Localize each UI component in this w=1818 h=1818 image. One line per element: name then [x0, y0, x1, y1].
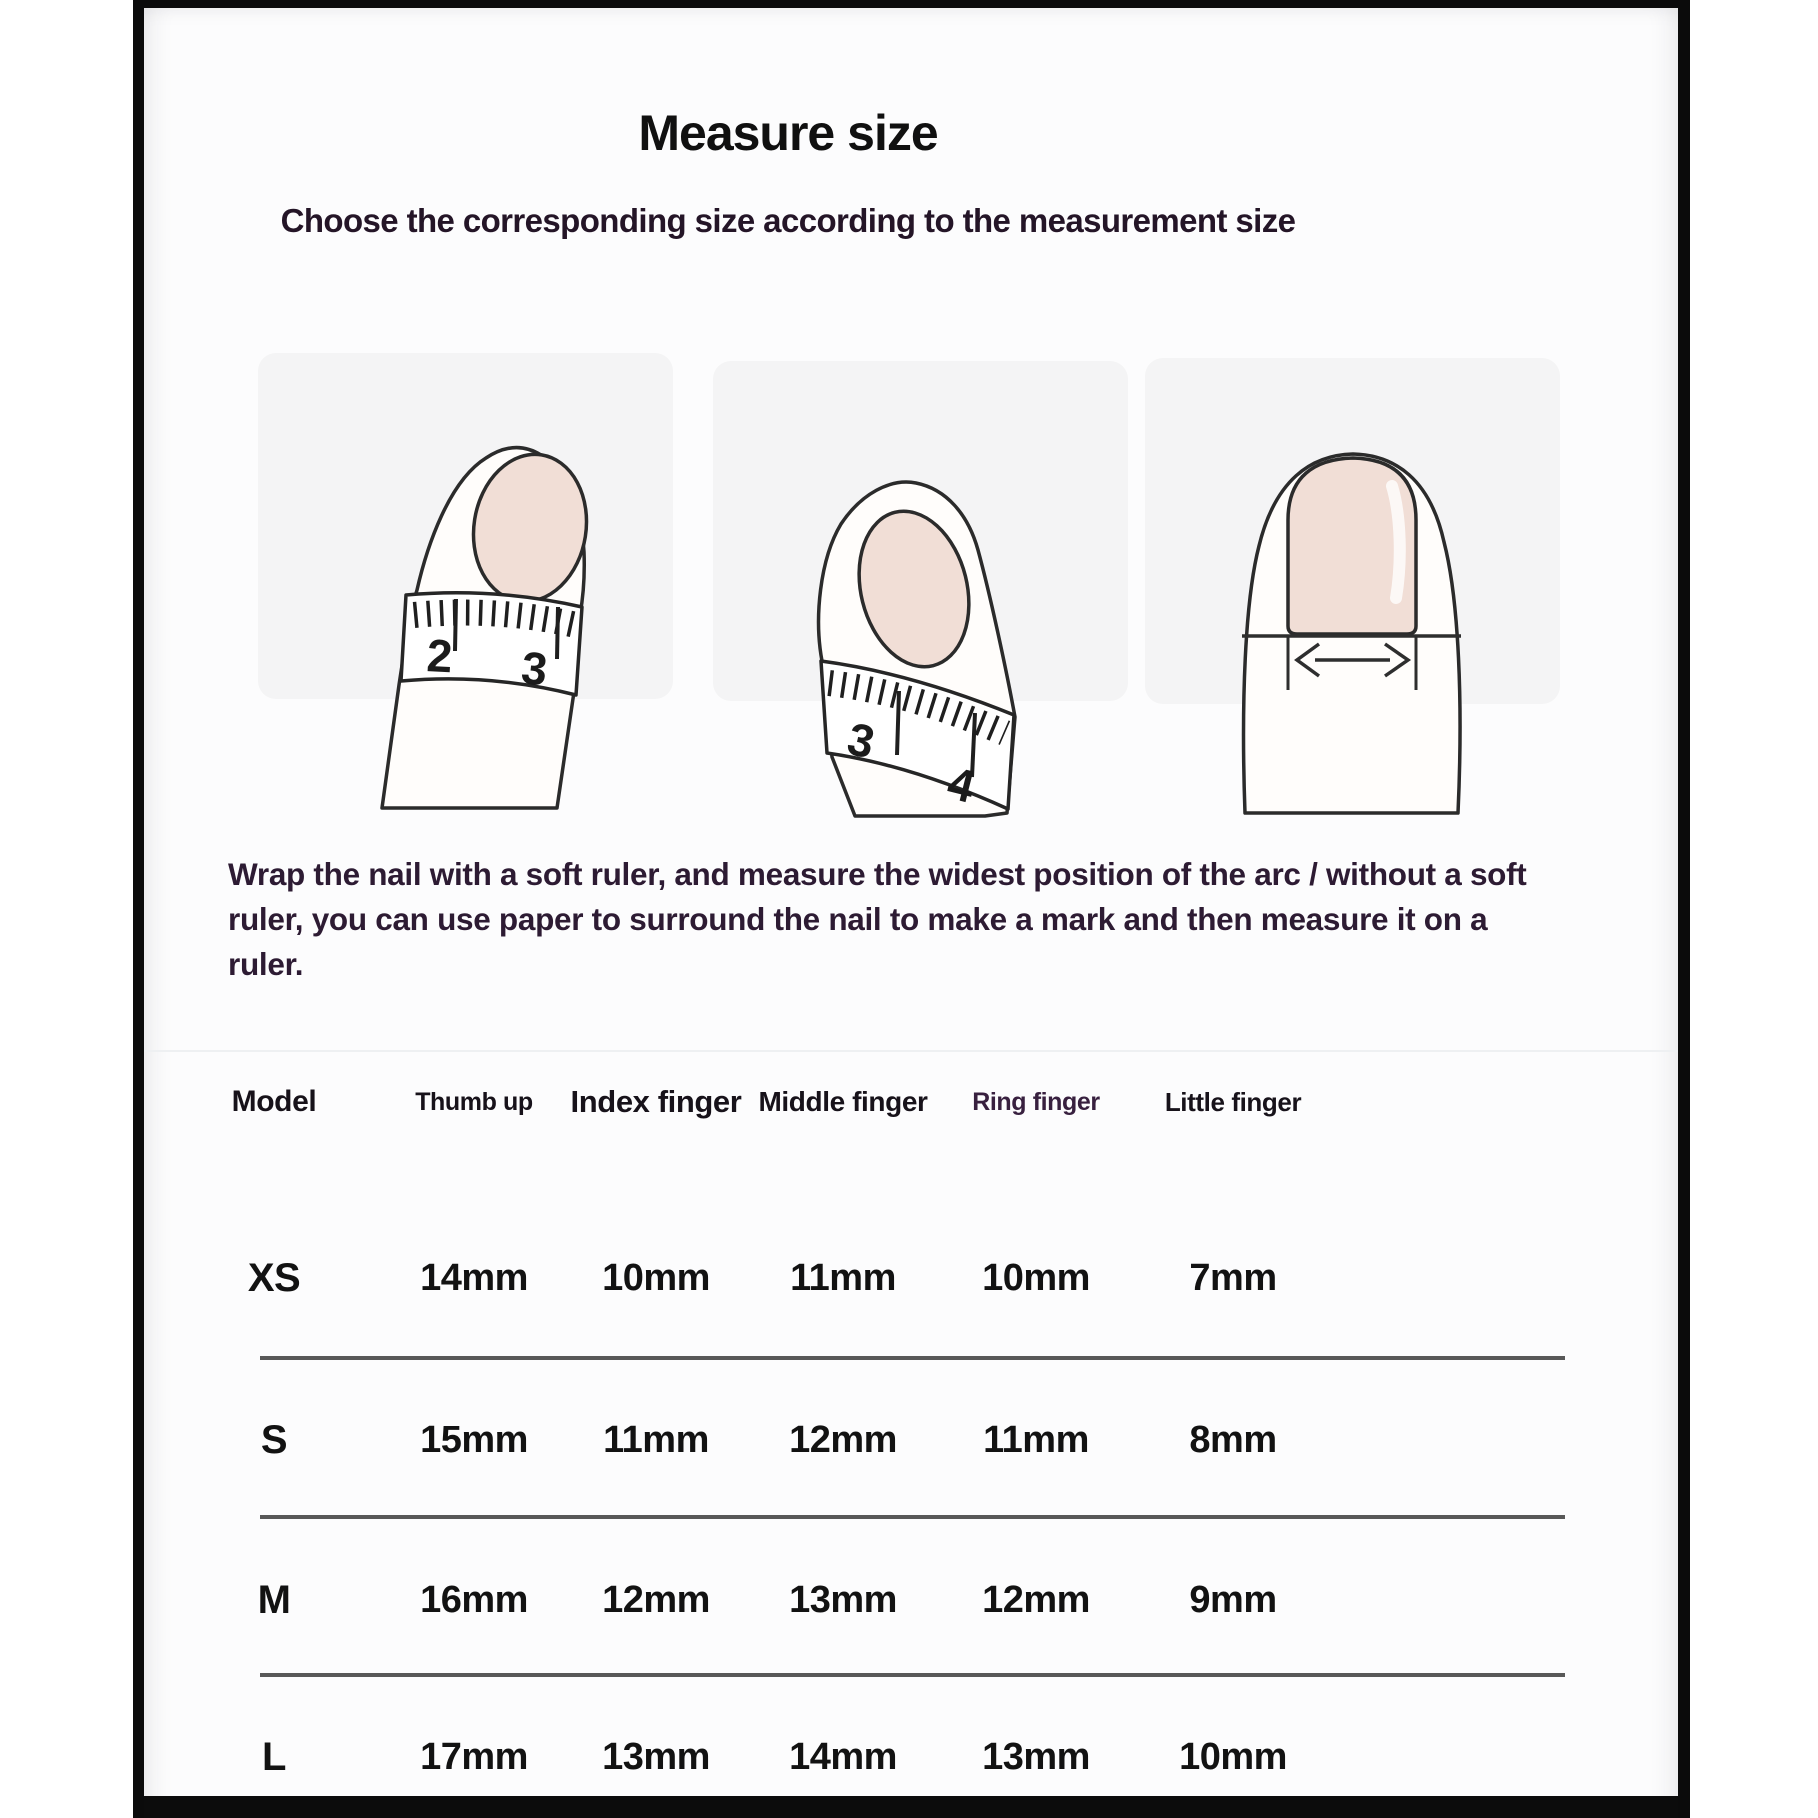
row-divider [260, 1356, 1565, 1360]
table-row-m [164, 1556, 1348, 1644]
model-label: XS [247, 1255, 301, 1300]
page-title: Measure size [638, 105, 938, 161]
guide-content [144, 8, 1678, 1818]
header-block [144, 104, 1432, 240]
column-header-model: Model [231, 1085, 317, 1118]
illustration-ruler-wrap-1 [258, 353, 673, 808]
illustration-width-arrow [1145, 358, 1560, 813]
ring-size: 10mm [982, 1256, 1090, 1299]
ruler-long-tick [897, 691, 899, 755]
table-row-l [164, 1713, 1348, 1801]
bottom-black-bar [144, 1796, 1678, 1818]
thumb-size: 15mm [420, 1418, 528, 1461]
ruler-number: 3 [518, 641, 550, 696]
index-size: 10mm [602, 1256, 710, 1299]
middle-size: 12mm [789, 1418, 897, 1461]
column-header-ring: Ring finger [972, 1087, 1100, 1116]
middle-size: 11mm [790, 1256, 896, 1299]
middle-size: 13mm [789, 1578, 897, 1621]
ruler-number: 3 [842, 712, 880, 769]
index-size: 11mm [603, 1418, 709, 1461]
middle-size: 14mm [789, 1735, 897, 1778]
thumb-size: 17mm [420, 1735, 528, 1778]
index-size: 12mm [602, 1578, 710, 1621]
page-subtitle: Choose the corresponding size according to the measurement size [280, 202, 1296, 239]
table-row-s [164, 1396, 1348, 1484]
little-size: 9mm [1189, 1578, 1277, 1621]
size-table-header-row [164, 1080, 1348, 1124]
model-label: S [260, 1417, 288, 1462]
thumb-size: 16mm [420, 1578, 528, 1621]
little-size: 10mm [1179, 1735, 1287, 1778]
ruler-long-tick [455, 599, 456, 651]
column-header-little: Little finger [1164, 1086, 1302, 1117]
model-label: M [257, 1577, 291, 1622]
row-divider [260, 1515, 1565, 1519]
table-row-xs [164, 1234, 1348, 1322]
column-header-middle: Middle finger [758, 1086, 928, 1117]
column-header-index: Index finger [570, 1084, 742, 1119]
little-size: 7mm [1189, 1256, 1277, 1299]
ruler-number: 2 [425, 629, 454, 683]
column-header-thumb: Thumb up [415, 1087, 533, 1116]
little-size: 8mm [1189, 1418, 1277, 1461]
measure-instructions-text: Wrap the nail with a soft ruler, and measure the widest position of the arc / without a soft ruler, you can use paper to surround the nail to make a mark and then measure it on a ruler. [228, 856, 1527, 982]
ring-size: 13mm [982, 1735, 1090, 1778]
illustration-ruler-wrap-2 [713, 361, 1128, 816]
row-divider [260, 1673, 1565, 1677]
section-seam-line [144, 1050, 1678, 1052]
thumb-size: 14mm [420, 1256, 528, 1299]
index-size: 13mm [602, 1735, 710, 1778]
black-photo-frame [133, 0, 1690, 1818]
ruler-number: 4 [942, 756, 980, 813]
ring-size: 12mm [982, 1578, 1090, 1621]
ring-size: 11mm [983, 1418, 1089, 1461]
model-label: L [262, 1734, 286, 1779]
ruler-long-tick [557, 607, 558, 659]
